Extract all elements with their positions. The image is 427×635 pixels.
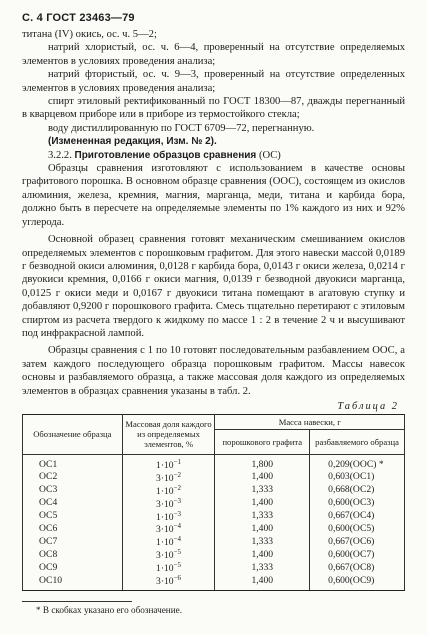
fraction-mantissa: 3·10 [156,550,174,562]
cell-diluted-mass: 0,667(ОС8) [310,561,405,574]
section-heading [22,149,405,162]
fraction-mantissa: 3·10 [156,524,174,536]
footnote-rule [22,601,132,602]
cell-designation: ОС3 [23,484,123,497]
table-body [23,454,405,590]
section-abbr: (ОС) [258,149,281,161]
cell-powder-mass: 1,400 [215,497,310,510]
cell-diluted-mass: 0,209(ООС) * [310,454,405,470]
body-paragraph: Образцы сравнения с 1 по 10 готовят последовательным разбавлением ООС, а затем каждого последующего образца порошковым графитом. Массы навесок основы и разбавляемого образца, а также массовая доля каждого из определяемых элементов в образцах сравнения указаны в табл. 2. [22,345,405,397]
section-title: Приготовление образцов сравнения [74,149,257,161]
cell-fraction [122,561,215,574]
cell-fraction [122,497,215,510]
cell-diluted-mass: 0,600(ОС3) [310,497,405,510]
header-powder: порошкового графита [215,429,310,454]
fraction-mantissa: 1·10 [156,485,174,497]
cell-diluted-mass: 0,668(ОС2) [310,484,405,497]
cell-designation: ОС6 [23,522,123,535]
reagent-item: натрий хлористый, ос. ч. 6—4, проверенный на отсутствие определяемых элементов в условиях проведения анализа; [22,42,405,67]
fraction-exponent: −1 [173,457,182,466]
header-designation: Обозначение образца [23,414,123,454]
cell-powder-mass: 1,800 [215,454,310,470]
fraction-exponent: −2 [173,470,182,479]
cell-diluted-mass: 0,603(ОС1) [310,471,405,484]
cell-designation: ОС8 [23,548,123,561]
fraction-mantissa: 1·10 [156,537,174,549]
fraction-exponent: −4 [173,535,182,544]
cell-diluted-mass: 0,600(ОС7) [310,548,405,561]
cell-diluted-mass: 0,667(ОС6) [310,535,405,548]
header-fraction: Массовая доля каждого из определяемых элементов, % [122,414,215,454]
cell-fraction [122,522,215,535]
cell-powder-mass: 1,400 [215,522,310,535]
fraction-exponent: −3 [173,496,182,505]
cell-fraction [122,548,215,561]
reagent-item: титана (IV) окись, ос. ч. 5—2; [22,29,157,40]
header-diluted: разбавляемого образца [310,429,405,454]
cell-designation: ОС4 [23,497,123,510]
page-header: С. 4 ГОСТ 23463—79 [22,12,135,24]
table-row [23,561,405,574]
fraction-exponent: −2 [173,483,182,492]
table-row [23,497,405,510]
cell-designation: ОС9 [23,561,123,574]
table-row [23,522,405,535]
cell-designation: ОС1 [23,454,123,470]
table-row [23,454,405,470]
cell-powder-mass: 1,333 [215,535,310,548]
cell-designation: ОС5 [23,510,123,523]
fraction-exponent: −5 [173,561,182,570]
cell-fraction [122,574,215,590]
cell-designation: ОС10 [23,574,123,590]
fraction-mantissa: 3·10 [156,473,174,485]
table-row [23,484,405,497]
table-row [23,548,405,561]
fraction-exponent: −6 [173,573,182,582]
fraction-exponent: −3 [173,509,182,518]
cell-fraction [122,484,215,497]
fraction-mantissa: 1·10 [156,460,174,472]
section-number: 3.2.2. [48,149,72,161]
table-row [23,535,405,548]
cell-fraction [122,471,215,484]
reagent-item: спирт этиловый ректификованный по ГОСТ 18300—87, дважды перегнанный в кварцевом приборе или в приборе из термостойкого стекла; [22,96,405,121]
cell-designation: ОС2 [23,471,123,484]
cell-designation: ОС7 [23,535,123,548]
fraction-mantissa: 1·10 [156,511,174,523]
cell-powder-mass: 1,333 [215,510,310,523]
reagent-item: воду дистиллированную по ГОСТ 6709—72, перегнанную. [48,122,315,134]
cell-diluted-mass: 0,667(ОС4) [310,510,405,523]
table-row [23,510,405,523]
footnote: * В скобках указано его обозначение. [36,604,182,615]
header-mass-group: Масса навески, г [215,414,405,429]
cell-fraction [122,510,215,523]
amendment-note [22,135,405,148]
fraction-mantissa: 3·10 [156,576,174,588]
samples-table [22,414,405,591]
cell-powder-mass: 1,400 [215,548,310,561]
fraction-mantissa: 1·10 [156,563,174,575]
fraction-exponent: −5 [173,548,182,557]
cell-fraction [122,454,215,470]
body-paragraph: Образцы сравнения изготовляют с использованием в качестве основы графитового порошка. В основном образце сравнения (ООС), состоящем из окислов алюминия, железа, кремния, магния, марганца, меди, титана и карбида бора, должно быть в пересчете на определяемые элементы по 1% каждого из них и 92% углерода. [22,163,405,228]
reagent-item: натрий фтористый, ос. ч. 9—3, проверенный на отсутствие определенных элементов в условиях проведения анализа; [22,69,405,94]
cell-powder-mass: 1,400 [215,471,310,484]
cell-diluted-mass: 0,600(ОС9) [310,574,405,590]
table-row [23,574,405,590]
amendment-text: (Измененная редакция, Изм. № 2). [48,136,217,148]
cell-powder-mass: 1,400 [215,574,310,590]
cell-powder-mass: 1,333 [215,561,310,574]
fraction-mantissa: 3·10 [156,498,174,510]
body-paragraph: Основной образец сравнения готовят механическим смешиванием окислов определяемых элементов с порошковым графитом. Для этого навески массой 0,0189 г безводной окиси алюминия, 0,0128 г карбида бора, 0,0143 г окиси железа, 0,0214 г двуокиси кремния, 0,0166 г окиси магния, 0,0139 г безводной двуокиси марганца, 0,0125 г окиси меди и 0,0167 г двуокиси титана помещают в агатовую ступку и добавляют 0,9200 г порошкового графита. Смесь тщательно перетирают с этиловым спиртом из расчета твердого к жидкому по массе 1 : 2 в течение 2 ч и высушивают под инфракрасной лампой. [22,234,405,339]
fraction-exponent: −4 [173,522,182,531]
cell-fraction [122,535,215,548]
cell-diluted-mass: 0,600(ОС5) [310,522,405,535]
table-row [23,471,405,484]
table-caption: Таблица 2 [337,400,399,412]
cell-powder-mass: 1,333 [215,484,310,497]
